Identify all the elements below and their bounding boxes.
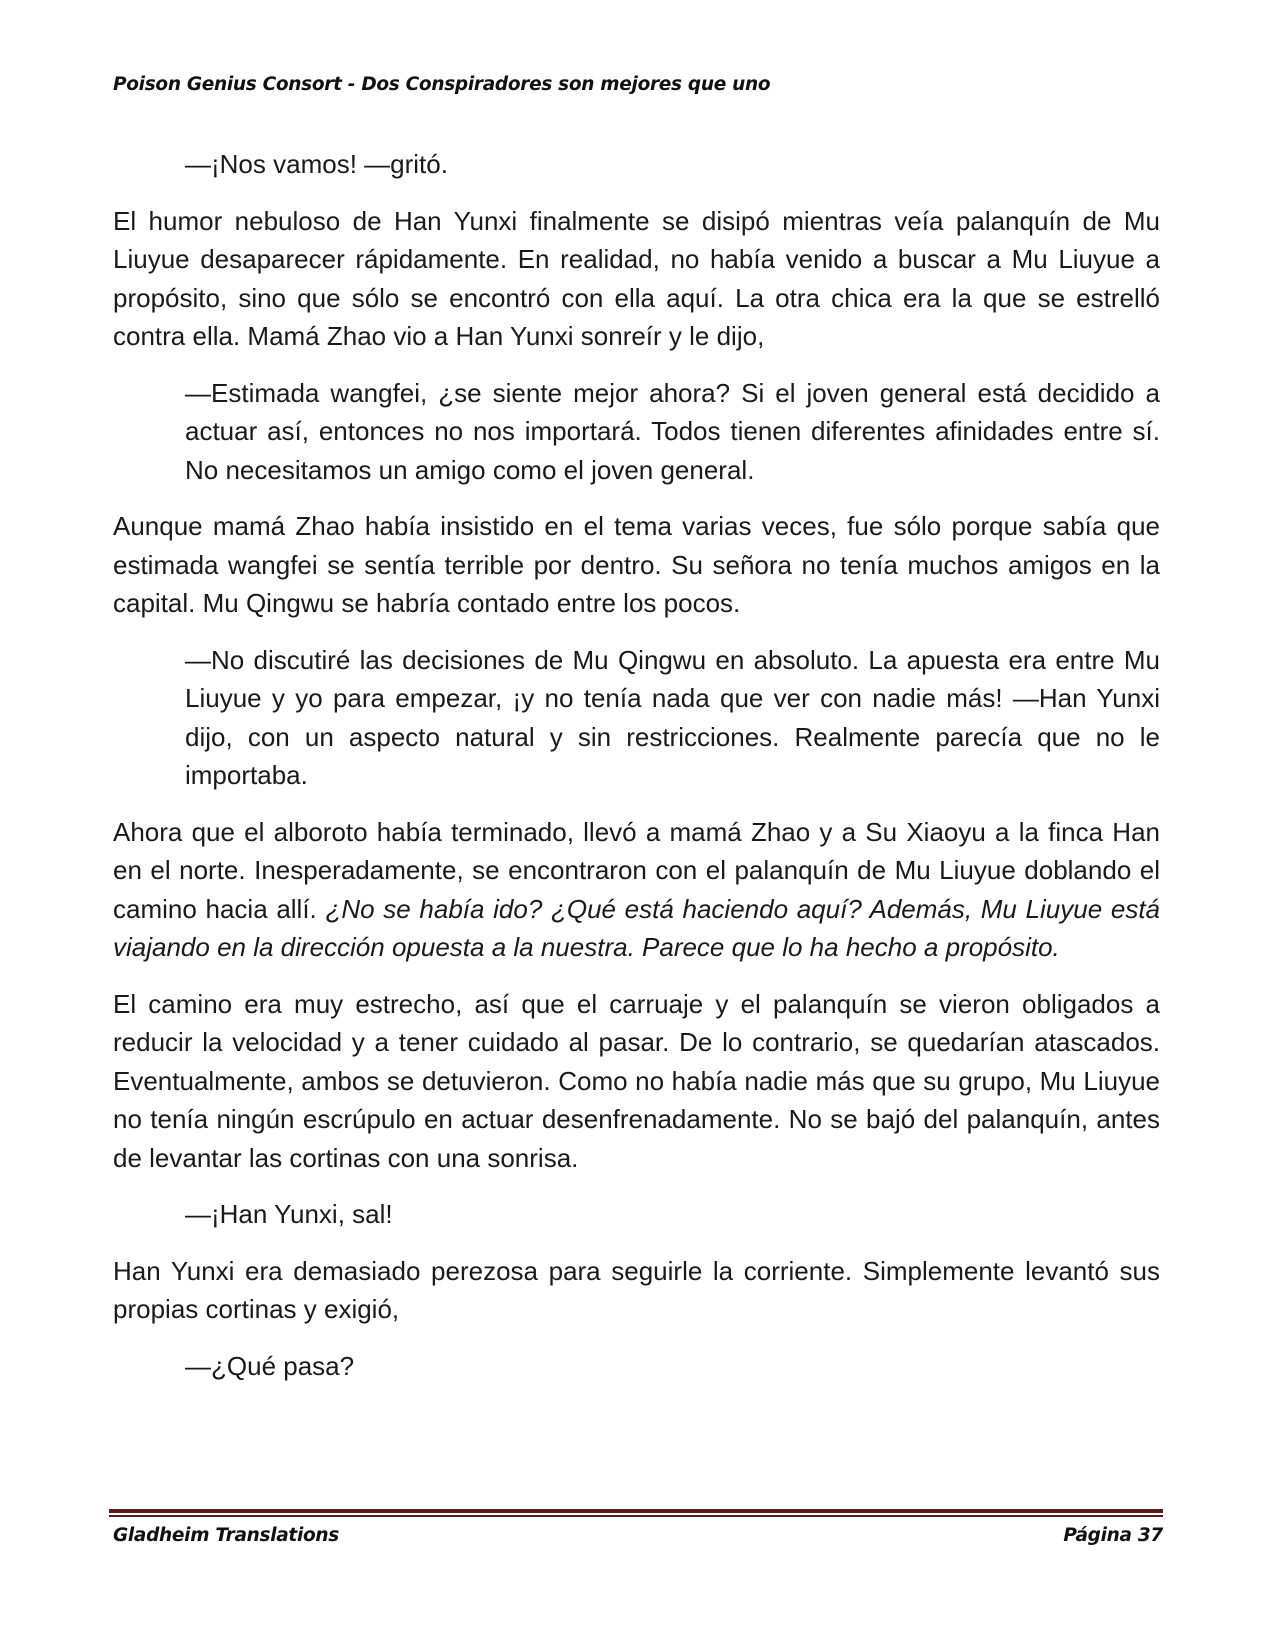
narrative-text: Ahora que el alboroto había terminado, llevó a mamá Zhao y a Su Xiaoyu a la finca Han en el norte. Inesperadamente, se encontraron con el palanquín de Mu Liuyue doblando el camino hacia allí. xyxy=(113,816,1160,924)
dialogue-paragraph: —¡Han Yunxi, sal! xyxy=(185,1199,393,1229)
dialogue-paragraph: —¿Qué pasa? xyxy=(185,1350,355,1381)
narrative-paragraph: Aunque mamá Zhao había insistido en el tema varias veces, fue sólo porque sabía que estimada wangfei se sentía terrible por dentro. Su señora no tenía muchos amigos en la capital. Mu Qingwu se habría contado entre los pocos. xyxy=(113,511,1160,618)
page-body xyxy=(113,145,1160,1403)
dialogue-paragraph: —¡Nos vamos! —gritó. xyxy=(185,149,448,179)
footer-page-number: Página 37 xyxy=(1063,1525,1163,1546)
footer-divider-thin-line xyxy=(109,1515,1163,1517)
narrative-paragraph: El camino era muy estrecho, así que el carruaje y el palanquín se vieron obligados a reducir la velocidad y a tener cuidado al pasar. De lo contrario, se quedarían atascados. Eventualmente, ambos se detuvieron. Como no había nadie más que su grupo, Mu Liuyue no tenía ningún escrúpulo en actuar desenfrenadamente. No se bajó del palanquín, antes de levantar las cortinas con una sonrisa. xyxy=(113,988,1160,1173)
dialogue-paragraph: —No discutiré las decisiones de Mu Qingwu en absoluto. La apuesta era entre Mu Liuyue y yo para empezar, ¡y no tenía nada que ver con nadie más! —Han Yunxi dijo, con un aspecto natural y sin restricciones. Realmente parecía que no le importaba. xyxy=(185,644,1160,790)
narrative-paragraph: El humor nebuloso de Han Yunxi finalmente se disipó mientras veía palanquín de Mu Liuyue desaparecer rápidamente. En realidad, no había venido a buscar a Mu Liuyue a propósito, sino que sólo se encontró con ella aquí. La otra chica era la que se estrelló contra ella. Mamá Zhao vio a Han Yunxi sonreír y le dijo, xyxy=(113,205,1160,351)
footer-translator-credit: Gladheim Translations xyxy=(113,1525,340,1546)
narrative-paragraph: Han Yunxi era demasiado perezosa para seguirle la corriente. Simplemente levantó sus propias cortinas y exigió, xyxy=(113,1255,1160,1324)
footer-divider xyxy=(109,1509,1163,1517)
dialogue-paragraph: —Estimada wangfei, ¿se siente mejor ahora? Si el joven general está decidido a actuar así, entonces no nos importará. Todos tienen diferentes afinidades entre sí. No necesitamos un amigo como el joven general. xyxy=(185,377,1160,485)
narrative-paragraph xyxy=(113,813,1160,967)
inner-thought-text: ¿No se había ido? ¿Qué está haciendo aquí? Además, Mu Liuyue está viajando en la dirección opuesta a la nuestra. Parece que lo ha hecho a propósito. xyxy=(113,893,1160,962)
running-header: Poison Genius Consort - Dos Conspiradores son mejores que uno xyxy=(113,74,771,95)
